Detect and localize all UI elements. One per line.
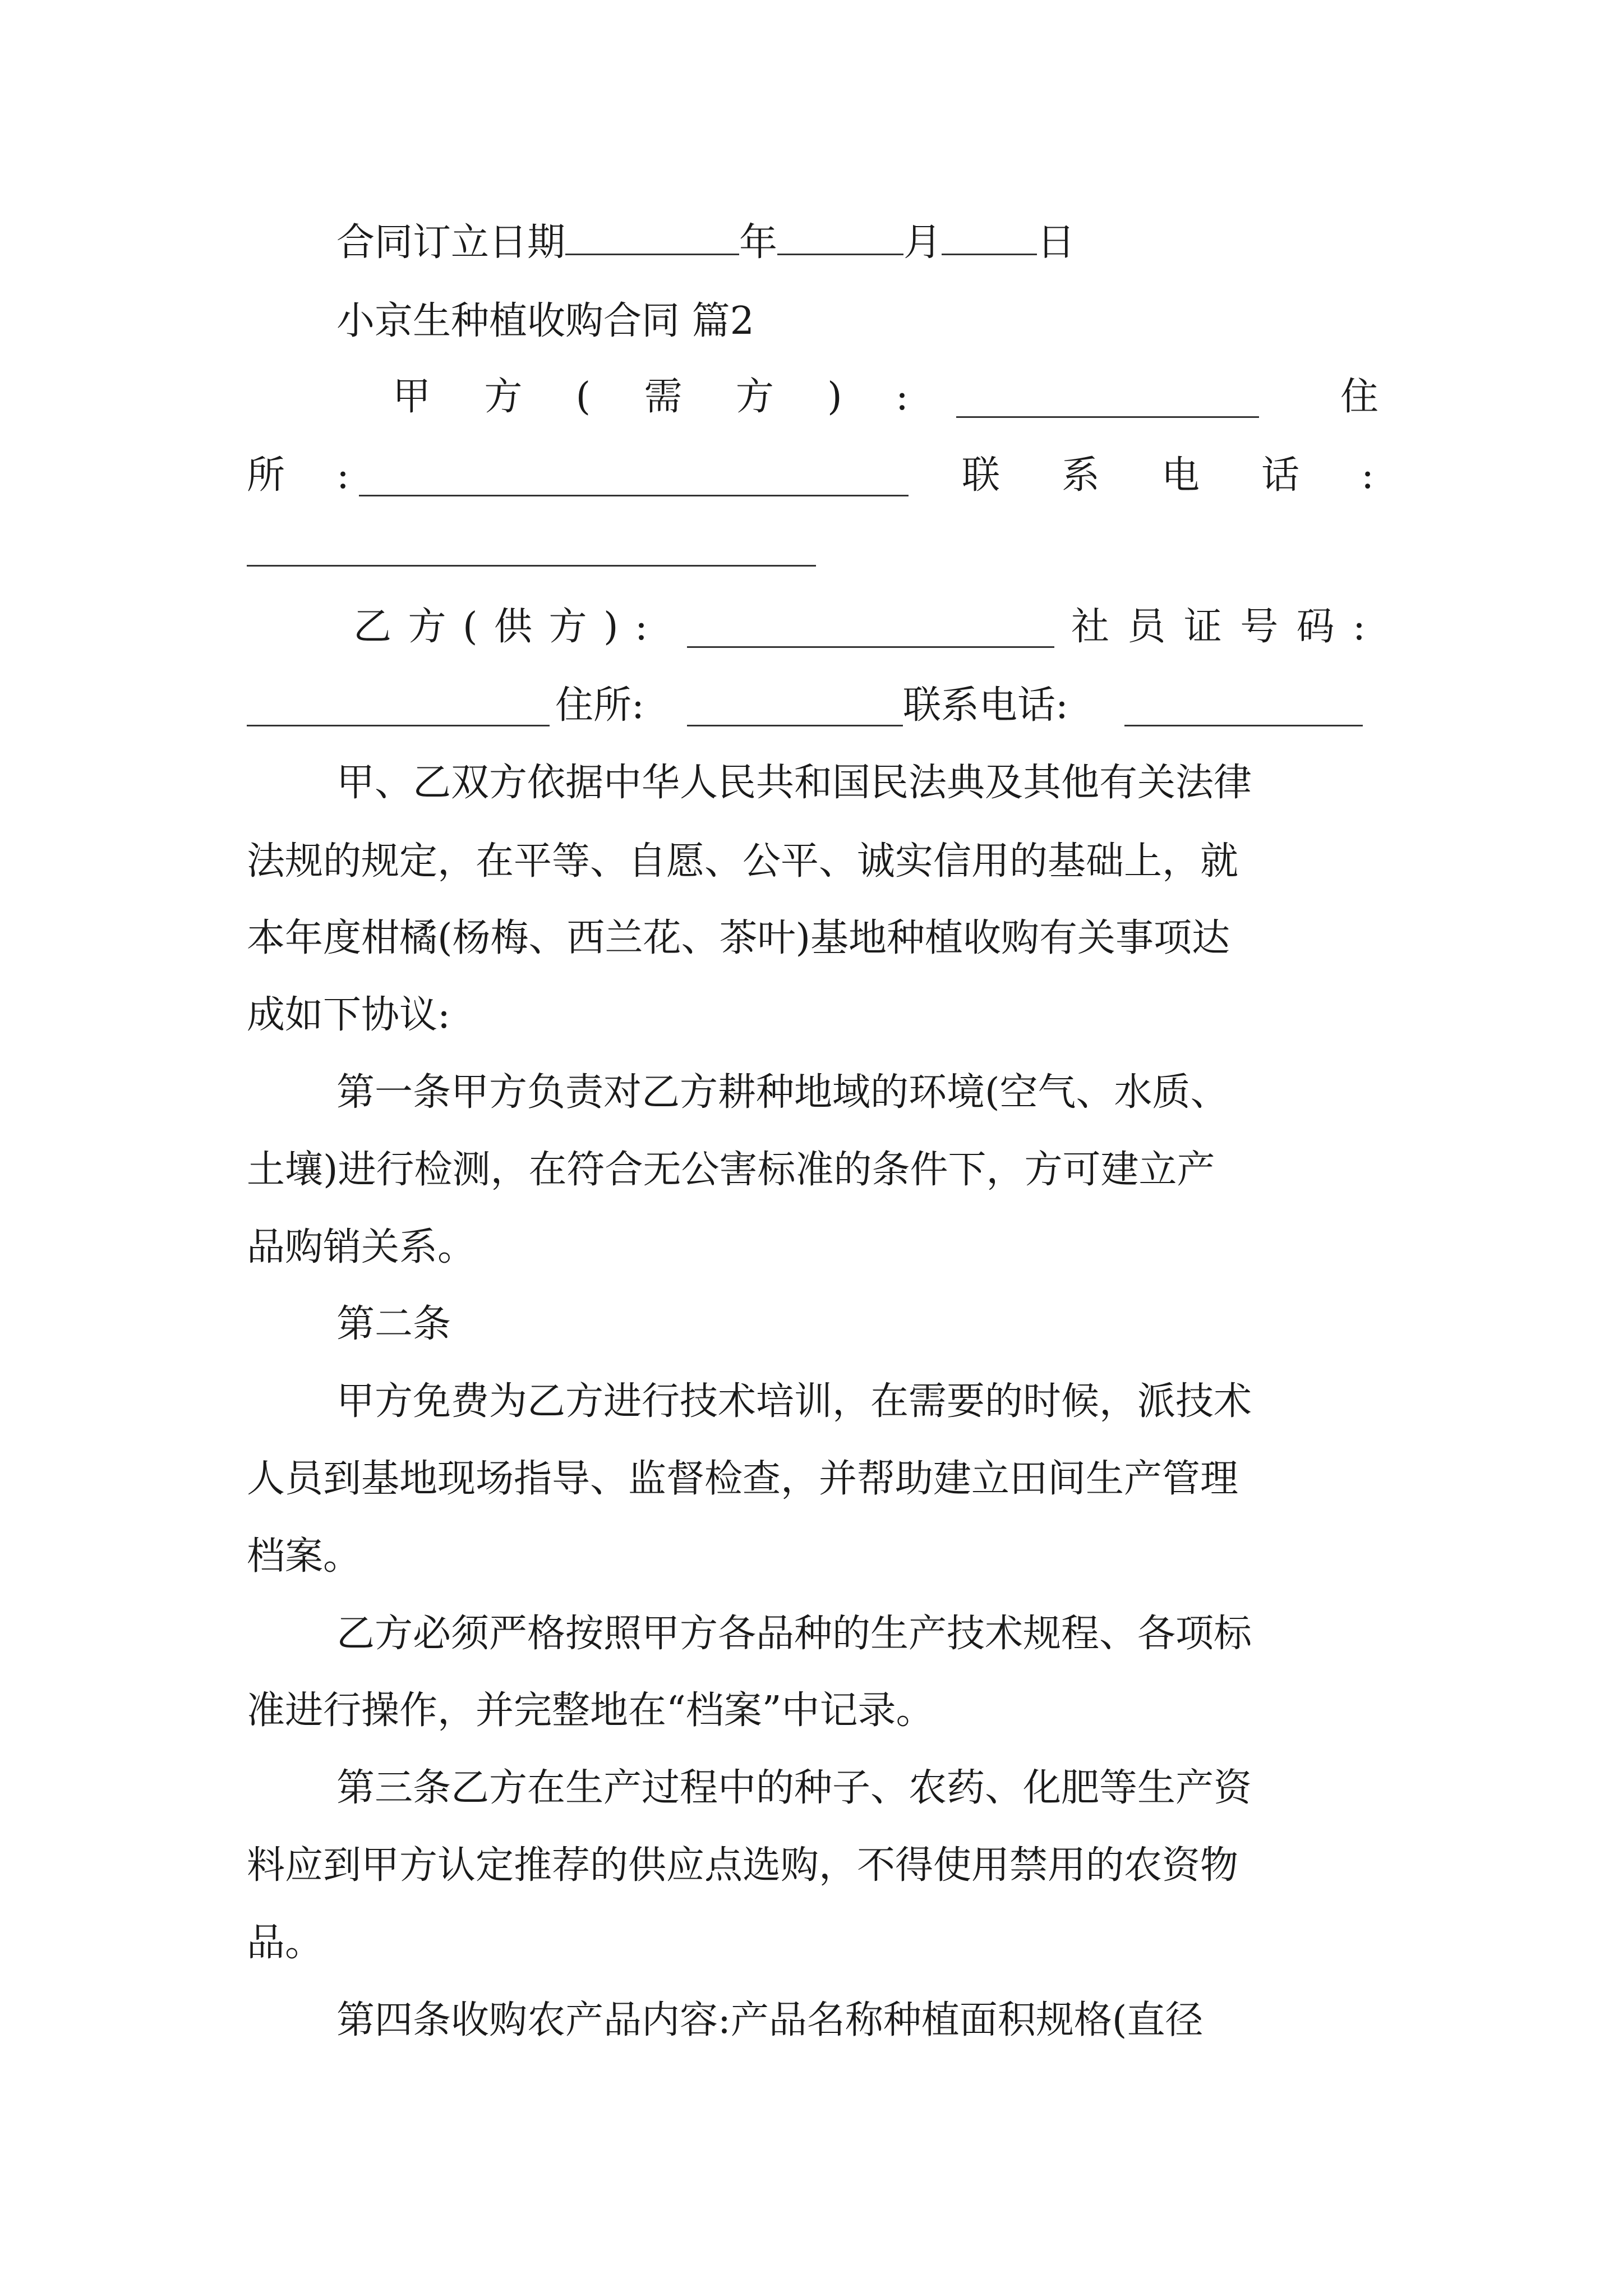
date-label: 合同订立日期: [336, 220, 566, 265]
article-2-para-2-line-2: 准进行操作，并完整地在“档案”中记录。: [247, 1688, 934, 1733]
party-b-phone-label: 联系电话:: [903, 683, 1068, 728]
paragraph-1-line-1: 甲、乙双方依据中华人民共和国民法典及其他有关法律: [336, 761, 1252, 805]
article-2-para-1-line-1: 甲方免费为乙方进行技术培训，在需要的时候，派技术: [336, 1379, 1252, 1424]
party-b-member-id-blank[interactable]: [247, 690, 550, 726]
paragraph-1-line-2: 法规的规定，在平等、自愿、公平、诚实信用的基础上，就: [247, 839, 1239, 884]
party-a-phone-blank[interactable]: [247, 530, 816, 567]
article-2-para-1-line-3: 档案。: [247, 1534, 362, 1579]
party-a-address-blank[interactable]: [359, 460, 909, 496]
month-label: 月: [903, 220, 942, 265]
party-a-label: 甲 方 ( 需 方 ) :: [393, 375, 909, 419]
month-blank[interactable]: [777, 219, 903, 255]
article-3-line-2: 料应到甲方认定推荐的供应点选购，不得使用禁用的农资物: [247, 1843, 1239, 1888]
article-3-line-1: 第三条乙方在生产过程中的种子、农药、化肥等生产资: [336, 1766, 1252, 1810]
party-a-address-char-1: 住: [1340, 375, 1379, 419]
party-a-address-colon: :: [336, 453, 349, 498]
day-blank[interactable]: [942, 219, 1037, 255]
party-b-phone-blank[interactable]: [1124, 690, 1363, 726]
paragraph-1-line-4: 成如下协议:: [247, 993, 450, 1037]
party-b-address-label: 住所:: [555, 683, 644, 728]
article-1-line-2: 土壤)进行检测，在符合无公害标准的条件下，方可建立产: [247, 1148, 1215, 1192]
article-2-para-1-line-2: 人员到基地现场指导、监督检查，并帮助建立田间生产管理: [247, 1457, 1239, 1501]
party-b-member-id-label: 社 员 证 号 码 :: [1071, 605, 1366, 649]
party-a-phone-label: 联 系 电 话 :: [962, 453, 1374, 498]
year-label: 年: [739, 220, 778, 265]
article-2-para-2-line-1: 乙方必须严格按照甲方各品种的生产技术规程、各项标: [336, 1612, 1252, 1656]
paragraph-1-line-3: 本年度柑橘(杨梅、西兰花、茶叶)基地种植收购有关事项达: [247, 916, 1230, 960]
article-1-line-1: 第一条甲方负责对乙方耕种地域的环境(空气、水质、: [336, 1070, 1229, 1115]
day-label: 日: [1037, 220, 1076, 265]
party-b-label: 乙 方 ( 供 方 ) :: [353, 605, 648, 649]
party-a-address-char-2: 所: [247, 453, 285, 498]
article-2-heading: 第二条: [336, 1302, 451, 1346]
year-blank[interactable]: [565, 219, 739, 255]
party-b-name-blank[interactable]: [687, 611, 1054, 648]
article-3-line-3: 品。: [247, 1921, 324, 1965]
article-4-line-1: 第四条收购农产品内容:产品名称种植面积规格(直径: [336, 1998, 1204, 2042]
party-a-name-blank[interactable]: [956, 381, 1259, 418]
section-title: 小京生种植收购合同 篇2: [336, 299, 754, 343]
article-1-line-3: 品购销关系。: [247, 1225, 476, 1269]
contract-date-line: [336, 216, 1075, 270]
party-b-address-blank[interactable]: [687, 690, 903, 726]
